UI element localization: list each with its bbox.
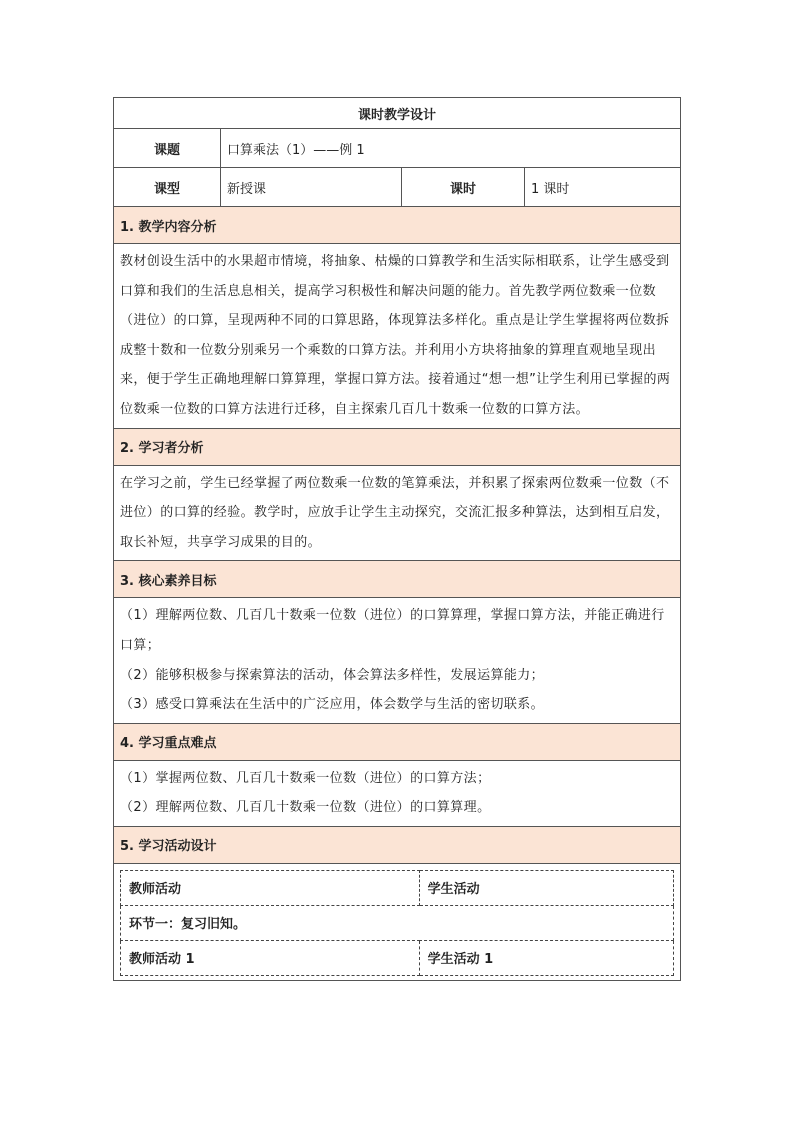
- goal-item: （2）能够积极参与探索算法的活动，体会算法多样性，发展运算能力；: [120, 667, 545, 683]
- section-title-core-goals: 3. 核心素养目标: [114, 561, 681, 598]
- section-title-content-analysis: 1. 教学内容分析: [114, 207, 681, 244]
- lesson-plan-table: [113, 97, 681, 981]
- goal-item: （3）感受口算乘法在生活中的广泛应用，体会数学与生活的密切联系。: [120, 697, 545, 713]
- goal-item: （1）理解两位数、几百几十数乘一位数（进位）的口算算理，掌握口算方法，并能正确进行口算；: [120, 608, 665, 653]
- section-body-key-points: [114, 760, 681, 826]
- key-point-item: （2）理解两位数、几百几十数乘一位数（进位）的口算算理。: [120, 800, 491, 816]
- section-title-activity-design: 5. 学习活动设计: [114, 826, 681, 863]
- student-activity-1: 学生活动 1: [419, 940, 673, 975]
- topic-value: 口算乘法（1）——例 1: [221, 129, 681, 168]
- section-body-core-goals: [114, 598, 681, 723]
- activity-design-container: [114, 863, 681, 980]
- key-point-item: （1）掌握两位数、几百几十数乘一位数（进位）的口算方法；: [120, 770, 491, 786]
- section-title-learner-analysis: 2. 学习者分析: [114, 428, 681, 465]
- lesson-plan-document: [113, 97, 680, 981]
- section-title-key-points: 4. 学习重点难点: [114, 723, 681, 760]
- section-body-content-analysis: [114, 244, 681, 429]
- class-hours-value: 1 课时: [525, 168, 681, 207]
- activity-table: [120, 870, 674, 976]
- student-activity-header: 学生活动: [419, 870, 673, 905]
- lesson-type-label: 课型: [114, 168, 221, 207]
- section-body-learner-analysis: [114, 465, 681, 561]
- teacher-activity-1: 教师活动 1: [121, 940, 420, 975]
- step-one-title: 环节一：复习旧知。: [121, 905, 674, 940]
- document-title: 课时教学设计: [114, 98, 681, 129]
- lesson-type-value: 新授课: [221, 168, 402, 207]
- topic-label: 课题: [114, 129, 221, 168]
- paragraph: 在学习之前，学生已经掌握了两位数乘一位数的笔算乘法，并积累了探索两位数乘一位数（不进位）的口算的经验。教学时，应放手让学生主动探究，交流汇报多种算法，达到相互启发，取长补短，共享学习成果的目的。: [120, 475, 670, 550]
- paragraph: 教材创设生活中的水果超市情境，将抽象、枯燥的口算教学和生活实际相联系，让学生感受到口算和我们的生活息息相关，提高学习积极性和解决问题的能力。首先教学两位数乘一位数（进位）的口算，呈现两种不同的口算思路，体现算法多样化。重点是让学生掌握将两位数拆成整十数和一位数分别乘另一个乘数的口算方法。并利用小方块将抽象的算理直观地呈现出来，便于学生正确地理解口算算理，掌握口算方法。接着通过“想一想”让学生利用已掌握的两位数乘一位数的口算方法进行迁移，自主探索几百几十数乘一位数的口算方法。: [120, 254, 671, 417]
- teacher-activity-header: 教师活动: [121, 870, 420, 905]
- class-hours-label: 课时: [402, 168, 525, 207]
